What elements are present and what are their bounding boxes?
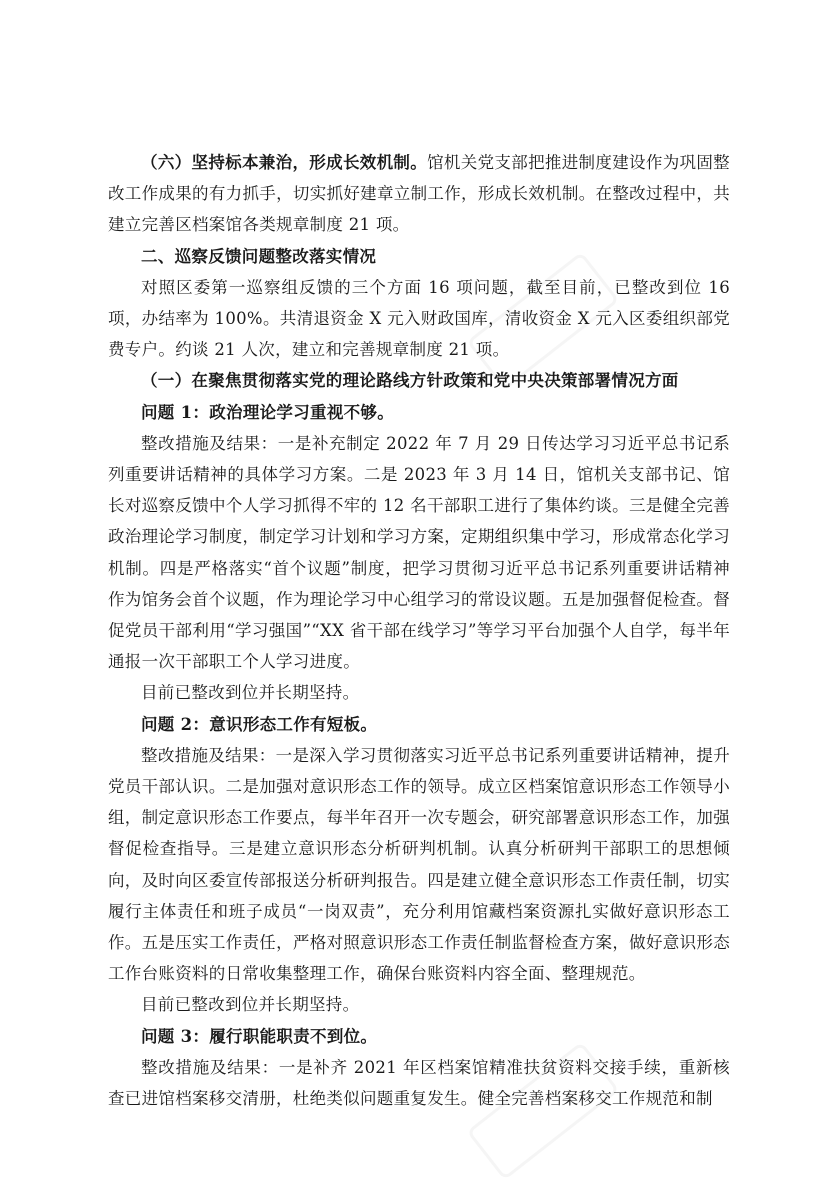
paragraph-issue-two-measures: 整改措施及结果：一是深入学习贯彻落实习近平总书记系列重要讲话精神，提升党员干部认识。二是加强对意识形态工作的领导。成立区档案馆意识形态工作领导小组，制定意识形态工作要点，每半年召开一次专题会，研究部署意识形态工作，加强督促检查指导。三是建立意识形态分析研判机制。认真分析研判干部职工的思想倾向，及时向区委宣传部报送分析研判报告。四是建立健全意识形态工作责任制，切实履行主体责任和班子成员“一岗双责”，充分利用馆藏档案资源扎实做好意识形态工作。五是压实工作责任，严格对照意识形态工作责任制监督检查方案，做好意识形态工作台账资料的日常收集整理工作，确保台账资料内容全面、整理规范。: [108, 745, 730, 984]
heading-subsection-one: （一）在聚焦贯彻落实党的理论路线方针政策和党中央决策部署情况方面: [141, 371, 679, 391]
heading-part-two: 二、巡察反馈问题整改落实情况: [141, 246, 377, 266]
paragraph-issue-three-measures: 整改措施及结果：一是补齐 2021 年区档案馆精准扶贫资料交接手续，重新核查已进馆档案移交清册，杜绝类似问题重复发生。健全完善档案移交工作规范和制: [108, 1057, 730, 1109]
section-six-heading: （六）坚持标本兼治，形成长效机制。: [141, 153, 428, 172]
paragraph-summary: 对照区委第一巡察组反馈的三个方面 16 项问题，截至目前，已整改到位 16 项，办结率为 100%。共清退资金 X 元入财政国库，清收资金 X 元入区委组织部党费专户。约谈 21 人次，建立和完善规章制度 21 项。: [108, 277, 730, 360]
heading-issue-two: 问题 2：意识形态工作有短板。: [141, 714, 378, 734]
paragraph-section-six: [108, 147, 730, 241]
section-six-text: 馆机关党支部把推进制度建设作为巩固整改工作成果的有力抓手，切实抓好建章立制工作，形成长效机制。在整改过程中，共建立完善区档案馆各类规章制度 21 项。: [108, 153, 730, 235]
heading-issue-three: 问题 3：履行职能职责不到位。: [141, 1026, 378, 1046]
paragraph-issue-one-measures: 整改措施及结果：一是补充制定 2022 年 7 月 29 日传达学习习近平总书记系列重要讲话精神的具体学习方案。二是 2023 年 3 月 14 日，馆机关支部书记、馆长对巡察反馈中个人学习抓得不牢的 12 名干部职工进行了集体约谈。三是健全完善政治理论学习制度，制定学习计划和学习方案，定期组织集中学习，形成常态化学习机制。四是严格落实“首个议题”制度，把学习贯彻习近平总书记系列重要讲话精神作为馆务会首个议题，作为理论学习中心组学习的常设议题。五是加强督促检查。督促党员干部利用“学习强国”“XX 省干部在线学习”等学习平台加强个人自学，每半年通报一次干部职工个人学习进度。: [108, 433, 730, 672]
paragraph-issue-two-status: 目前已整改到位并长期坚持。: [141, 995, 360, 1015]
heading-issue-one: 问题 1：政治理论学习重视不够。: [141, 402, 395, 422]
document-body: [108, 147, 730, 1114]
paragraph-issue-one-status: 目前已整改到位并长期坚持。: [141, 683, 360, 703]
